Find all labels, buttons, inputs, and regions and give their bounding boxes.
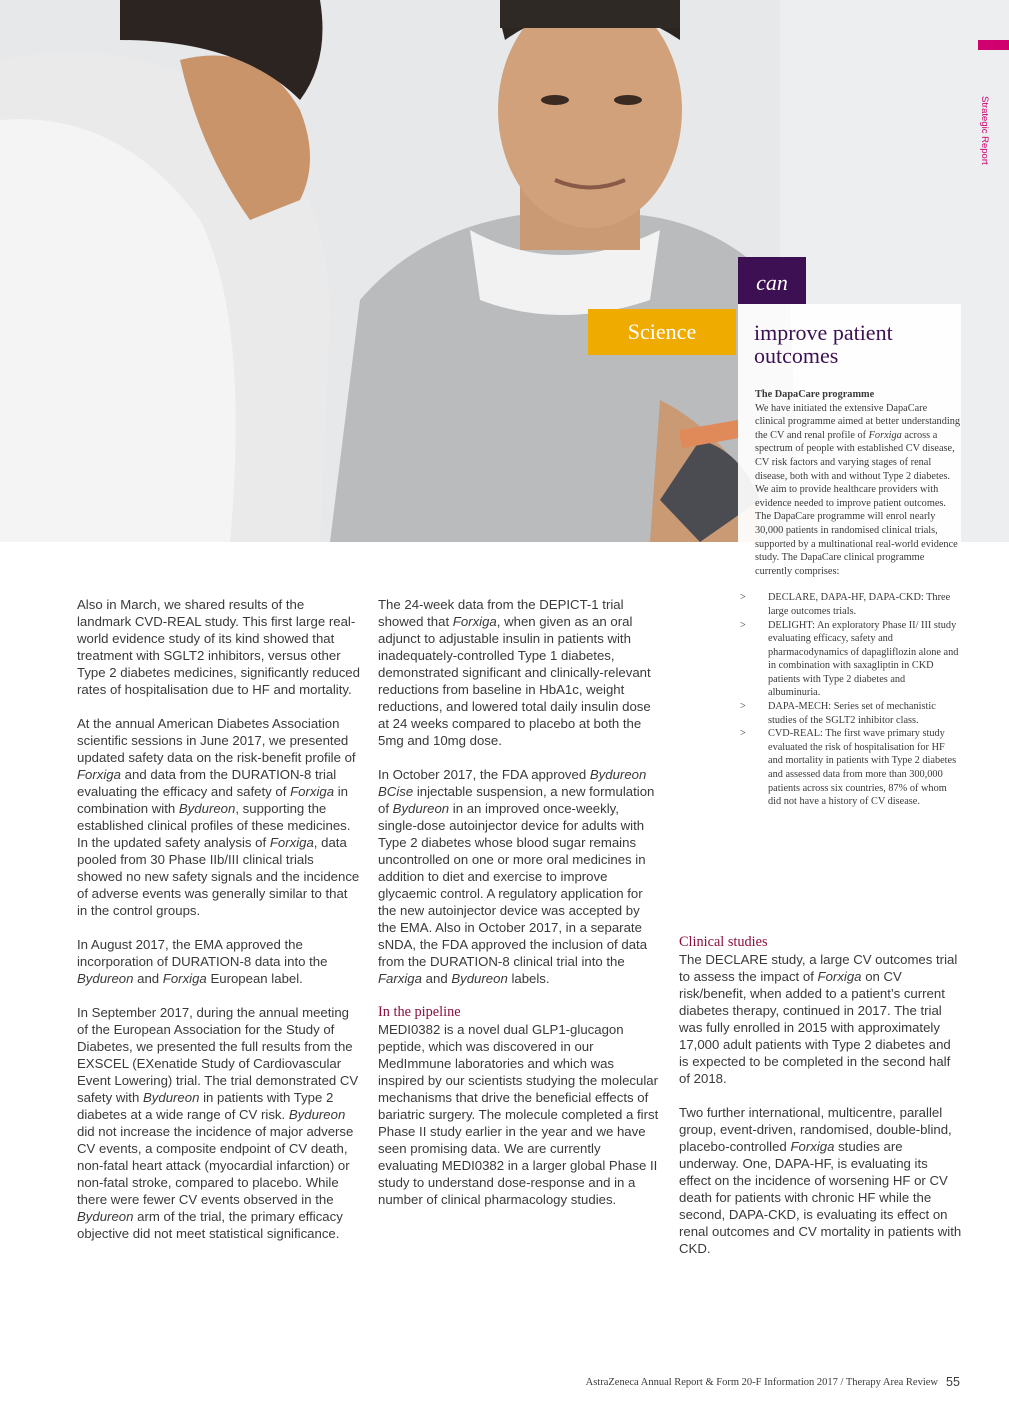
paragraph: Two further international, multicentre, parallel group, event-driven, randomised, double-blind, placebo-controlled Forxiga studies are underway. One, DAPA-HF, is evaluating its effect on the incidence of worsening HF or CV death for patients with chronic HF while the second, DAPA-CKD, is evaluating its effect on renal outcomes and CV mortality in patients with CKD. — [679, 1105, 962, 1256]
body-column-1 — [77, 596, 360, 1242]
paragraph: The 24-week data from the DEPICT-1 trial showed that Forxiga, when given as an oral adjunct to adjustable insulin in patients with inadequately-controlled Type 1 diabetes, demonstrated significant and clinically-relevant reductions from baseline in HbA1c, weight reductions, and lowered total daily insulin dose at 24 weeks compared to placebo at both the 5mg and 10mg dose. — [378, 597, 651, 748]
list-item: > DECLARE, DAPA-HF, DAPA-CKD: Three large outcomes trials. — [740, 592, 951, 617]
footer-text: AstraZeneca Annual Report & Form 20-F Information 2017 / Therapy Area Review — [585, 1377, 938, 1388]
section-heading-clinical: Clinical studies — [679, 934, 768, 950]
paragraph: MEDI0382 is a novel dual GLP1-glucagon peptide, which was discovered in our MedImmune laboratories and which was inspired by our scientists studying the molecular mechanisms that drive the beneficial effects of bariatric surgery. The molecule completed a first Phase II study earlier in the year and we have seen promising data. We are currently evaluating MEDI0382 in a larger global Phase II study to understand dose-response and in a number of clinical pharmacology studies. — [378, 1022, 659, 1207]
page-number: 55 — [946, 1375, 960, 1389]
arrow-icon: > — [740, 728, 746, 740]
hero-word-science: Science — [588, 309, 736, 355]
body-column-3 — [679, 934, 962, 1257]
list-item: > CVD-REAL: The first wave primary study evaluated the risk of hospitalisation for HF and mortality in patients with Type 2 diabetes and assessed data from more than 300,000 patients across six countries, 87% of whom did not have a history of CV disease. — [740, 728, 957, 808]
paragraph: In September 2017, during the annual meeting of the European Association for the Study of Diabetes, we presented the full results from the EXSCEL (EXenatide Study of Cardiovascular Event Lowering) trial. The trial demonstrated CV safety with Bydureon in patients with Type 2 diabetes at a wide range of CV risk. Bydureon did not increase the incidence of major adverse CV events, a composite endpoint of CV death, non-fatal heart attack (myocardial infarction) or non-fatal stroke, compared to placebo. While there were fewer CV events observed in the Bydureon arm of the trial, the primary efficacy objective did not meet statistical significance. — [77, 1005, 359, 1241]
paragraph: In August 2017, the EMA approved the incorporation of DURATION-8 data into the Bydureon and Forxiga European label. — [77, 937, 328, 986]
sidebar-heading: The DapaCare programme — [755, 389, 875, 400]
paragraph: In October 2017, the FDA approved Bydureon BCise injectable suspension, a new formulation of Bydureon in an improved once-weekly, single-dose autoinjector device for adults with Type 2 diabetes whose blood sugar remains uncontrolled on one or more oral medicines in addition to diet and exercise to improve glycaemic control. A regulatory application for the new autoinjector device was accepted by the EMA. Also in October 2017, in a separate sNDA, the FDA approved the inclusion of data from the DURATION-8 clinical trial into the Farxiga and Bydureon labels. — [378, 767, 655, 986]
paragraph: Also in March, we shared results of the landmark CVD-REAL study. This first large real-world evidence study of its kind showed that treatment with SGLT2 inhibitors, versus other Type 2 diabetes medicines, significantly reduced rates of hospitalisation due to HF and mortality. — [77, 597, 360, 697]
section-label: Strategic Report — [979, 96, 990, 165]
paragraph: The DECLARE study, a large CV outcomes trial to assess the impact of Forxiga on CV risk/benefit, when added to a patient’s current diabetes therapy, continued in 2017. The trial was fully enrolled in 2015 with approximately 17,000 adult patients with Type 2 diabetes and is expected to be completed in the second half of 2018. — [679, 952, 958, 1086]
hero-word-improve: improve patient outcomes — [754, 320, 893, 368]
arrow-icon: > — [740, 619, 746, 631]
sidebar-list — [740, 591, 960, 809]
hero-word-can: can — [738, 257, 806, 304]
list-item: > DAPA-MECH: Series set of mechanistic studies of the SGLT2 inhibitor class. — [740, 701, 936, 726]
section-heading-pipeline: In the pipeline — [378, 1004, 461, 1020]
body-column-2 — [378, 596, 661, 1208]
paragraph: At the annual American Diabetes Association scientific sessions in June 2017, we presented updated safety data on the risk-benefit profile of Forxiga and data from the DURATION-8 trial evaluating the efficacy and safety of Forxiga in combination with Bydureon, supporting the established clinical profiles of these medicines. In the updated safety analysis of Forxiga, data pooled from 30 Phase IIb/III clinical trials showed no new safety signals and the incidence of adverse events was generally similar to that in the control groups. — [77, 716, 360, 918]
arrow-icon: > — [740, 592, 746, 604]
dapacare-sidebar — [740, 388, 961, 809]
list-item: > DELIGHT: An exploratory Phase II/ III study evaluating efficacy, safety and pharmacodynamics of dapagliflozin alone and in combination with saxagliptin in CKD patients with Type 2 diabetes and albuminuria. — [740, 619, 959, 699]
sidebar-intro: We have initiated the extensive DapaCare clinical programme aimed at better understanding the CV and renal profile of Forxiga across a spectrum of people with established CV disease, CV risk factors and varying stages of renal disease, both with and without Type 2 diabetes. We aim to provide healthcare providers with evidence needed to improve patient outcomes. The DapaCare programme will enrol nearly 30,000 patients in randomised clinical trials, supported by a multinational real-world evidence study. The DapaCare clinical programme currently comprises: — [755, 402, 961, 577]
arrow-icon: > — [740, 701, 746, 713]
side-tab-marker — [978, 40, 1009, 50]
